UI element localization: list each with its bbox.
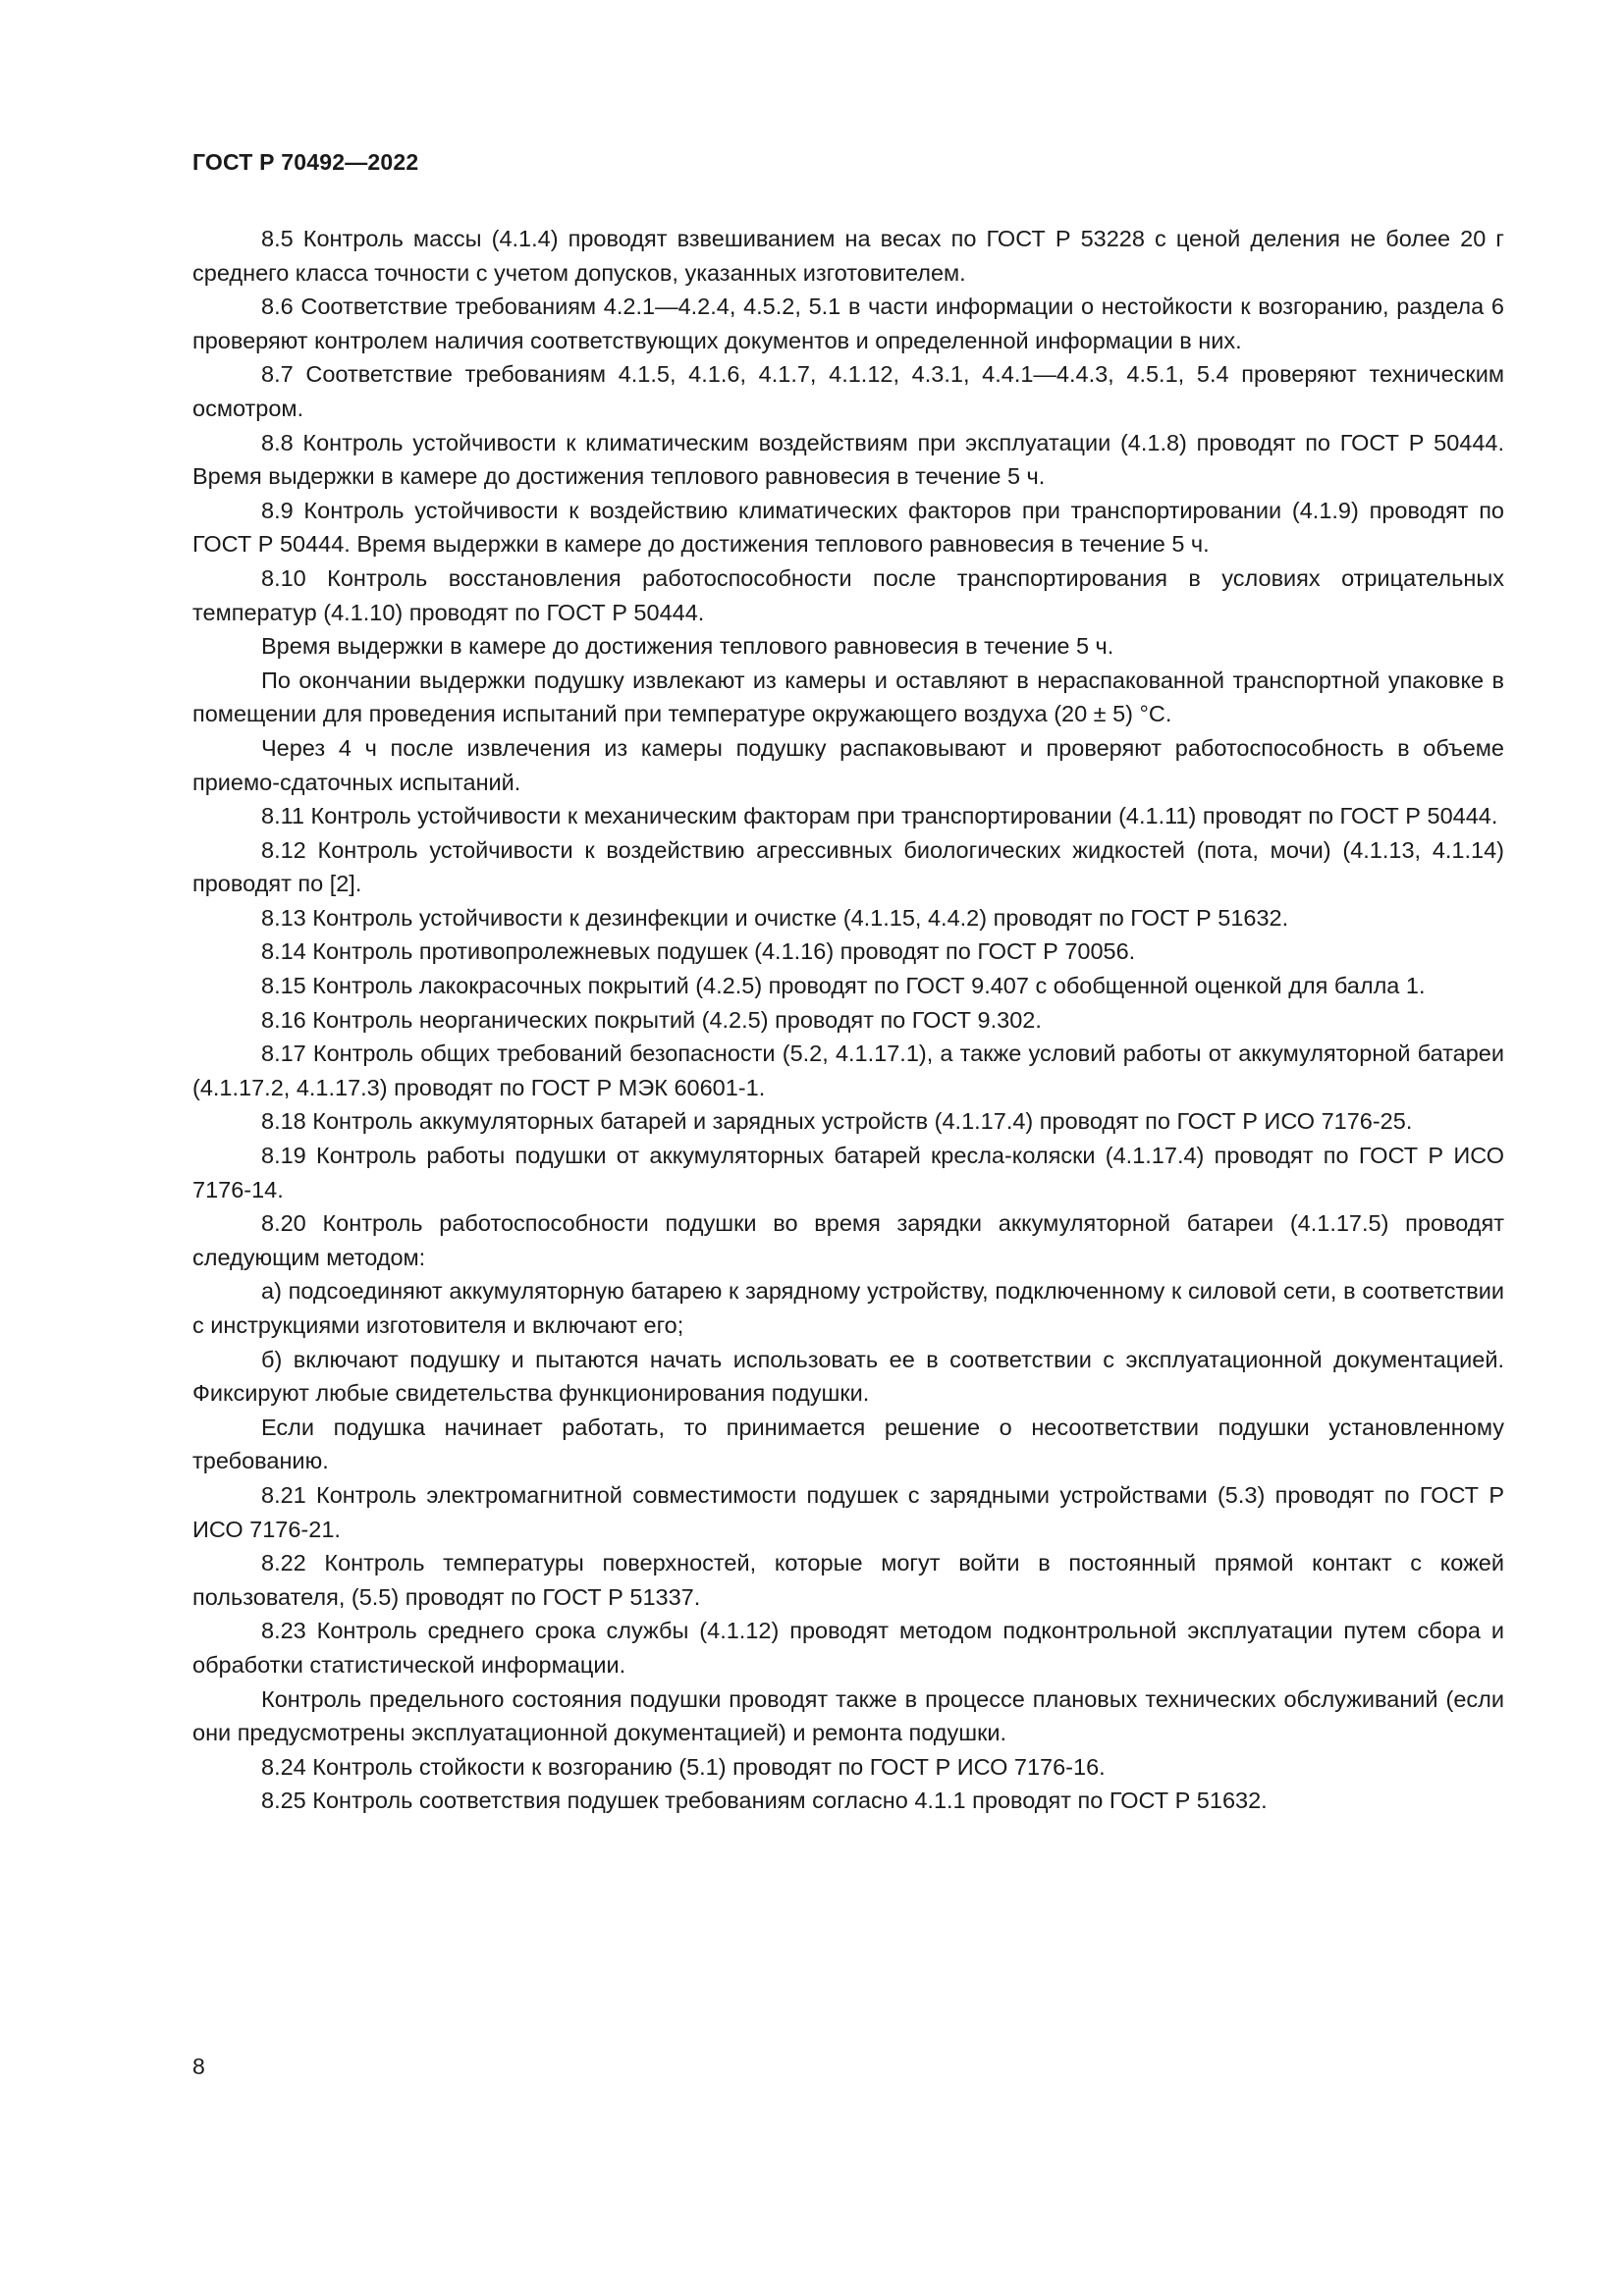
paragraph-8-11: 8.11 Контроль устойчивости к механическим факторам при транспортировании (4.1.11) проводят по ГОСТ Р 50444. [261, 803, 1498, 829]
paragraph-8-18: 8.18 Контроль аккумуляторных батарей и зарядных устройств (4.1.17.4) проводят по ГОСТ Р ИСО 7176-25. [261, 1108, 1413, 1135]
paragraph-8-13: 8.13 Контроль устойчивости к дезинфекции и очистке (4.1.15, 4.4.2) проводят по ГОСТ Р 51632. [261, 904, 1289, 931]
paragraph-8-23: 8.23 Контроль среднего срока службы (4.1.12) проводят методом подконтрольной эксплуатации путем сбора и обработки статистической информации. [192, 1618, 1504, 1678]
paragraph-8-23-limit-state: Контроль предельного состояния подушки проводят также в процессе плановых технических обслуживаний (если они предусмотрены эксплуатационной документацией) и ремонта подушки. [192, 1685, 1504, 1746]
paragraph-8-10-after-holding: По окончании выдержки подушку извлекают из камеры и оставляют в нераспакованной транспортной упаковке в помещении для проведения испытаний при температуре окружающего воздуха (20 ± 5) °С. [192, 667, 1504, 727]
paragraph-8-19: 8.19 Контроль работы подушки от аккумуляторных батарей кресла-коляски (4.1.17.4) проводят по ГОСТ Р ИСО 7176-14. [192, 1143, 1504, 1202]
paragraph-8-9: 8.9 Контроль устойчивости к воздействию климатических факторов при транспортировании (4.1.9) проводят по ГОСТ Р 50444. Время выдержки в камере до достижения теплового равновесия в течение 5 ч. [192, 497, 1504, 558]
paragraph-8-17: 8.17 Контроль общих требований безопасности (5.2, 4.1.17.1), а также условий работы от аккумуляторной батареи (4.1.17.2, 4.1.17.3) проводят по ГОСТ Р МЭК 60601-1. [192, 1041, 1504, 1100]
paragraph-8-16: 8.16 Контроль неорганических покрытий (4.2.5) проводят по ГОСТ 9.302. [261, 1006, 1042, 1033]
paragraph-8-15: 8.15 Контроль лакокрасочных покрытий (4.2.5) проводят по ГОСТ 9.407 с обобщенной оценкой для балла 1. [261, 973, 1426, 999]
paragraph-8-10-holding-time: Время выдержки в камере до достижения теплового равновесия в течение 5 ч. [261, 633, 1114, 660]
page-number: 8 [192, 2054, 205, 2079]
paragraph-8-25: 8.25 Контроль соответствия подушек требованиям согласно 4.1.1 проводят по ГОСТ Р 51632. [261, 1788, 1268, 1814]
paragraph-8-10-unpacking: Через 4 ч после извлечения из камеры подушку распаковывают и проверяют работоспособность в объеме приемо-сдаточных испытаний. [192, 734, 1504, 795]
paragraph-8-5: 8.5 Контроль массы (4.1.4) проводят взвешиванием на весах по ГОСТ Р 53228 с ценой деления не более 20 г среднего класса точности с учетом допусков, указанных изготовителем. [192, 226, 1504, 286]
paragraph-8-21: 8.21 Контроль электромагнитной совместимости подушек с зарядными устройствами (5.3) проводят по ГОСТ Р ИСО 7176-21. [192, 1481, 1504, 1542]
paragraph-8-12: 8.12 Контроль устойчивости к воздействию агрессивных биологических жидкостей (пота, мочи) (4.1.13, 4.1.14) проводят по [2]. [192, 836, 1504, 897]
paragraph-8-10: 8.10 Контроль восстановления работоспособности после транспортирования в условиях отрицательных температур (4.1.10) проводят по ГОСТ Р 50444. [192, 564, 1504, 625]
paragraph-8-14: 8.14 Контроль противопролежневых подушек (4.1.16) проводят по ГОСТ Р 70056. [261, 938, 1136, 965]
document-body [192, 222, 1504, 1818]
paragraph-8-20-item-a: а) подсоединяют аккумуляторную батарею к зарядному устройству, подключенному к силовой сети, в соответствии с инструкциями изготовителя и включают его; [192, 1278, 1504, 1338]
paragraph-8-20-item-b: б) включают подушку и пытаются начать использовать ее в соответствии с эксплуатационной документацией. Фиксируют любые свидетельства функционирования подушки. [192, 1346, 1504, 1407]
paragraph-8-24: 8.24 Контроль стойкости к возгоранию (5.1) проводят по ГОСТ Р ИСО 7176-16. [261, 1753, 1106, 1780]
paragraph-8-8: 8.8 Контроль устойчивости к климатическим воздействиям при эксплуатации (4.1.8) проводят по ГОСТ Р 50444. Время выдержки в камере до достижения теплового равновесия в течение 5 ч. [192, 429, 1504, 490]
paragraph-8-22: 8.22 Контроль температуры поверхностей, которые могут войти в постоянный прямой контакт с кожей пользователя, (5.5) проводят по ГОСТ Р 51337. [192, 1550, 1504, 1610]
document-header: ГОСТ Р 70492—2022 [192, 149, 419, 175]
paragraph-8-6: 8.6 Соответствие требованиям 4.2.1—4.2.4, 4.5.2, 5.1 в части информации о нестойкости к возгоранию, раздела 6 проверяют контролем наличия соответствующих документов и определенной информации в них. [192, 294, 1504, 353]
paragraph-8-7: 8.7 Соответствие требованиям 4.1.5, 4.1.6, 4.1.7, 4.1.12, 4.3.1, 4.4.1—4.4.3, 4.5.1, 5.4 проверяют техническим осмотром. [192, 361, 1504, 421]
paragraph-8-20-conclusion: Если подушка начинает работать, то принимается решение о несоответствии подушки установленному требованию. [192, 1414, 1504, 1474]
paragraph-8-20: 8.20 Контроль работоспособности подушки во время зарядки аккумуляторной батареи (4.1.17.5) проводят следующим методом: [192, 1210, 1504, 1270]
